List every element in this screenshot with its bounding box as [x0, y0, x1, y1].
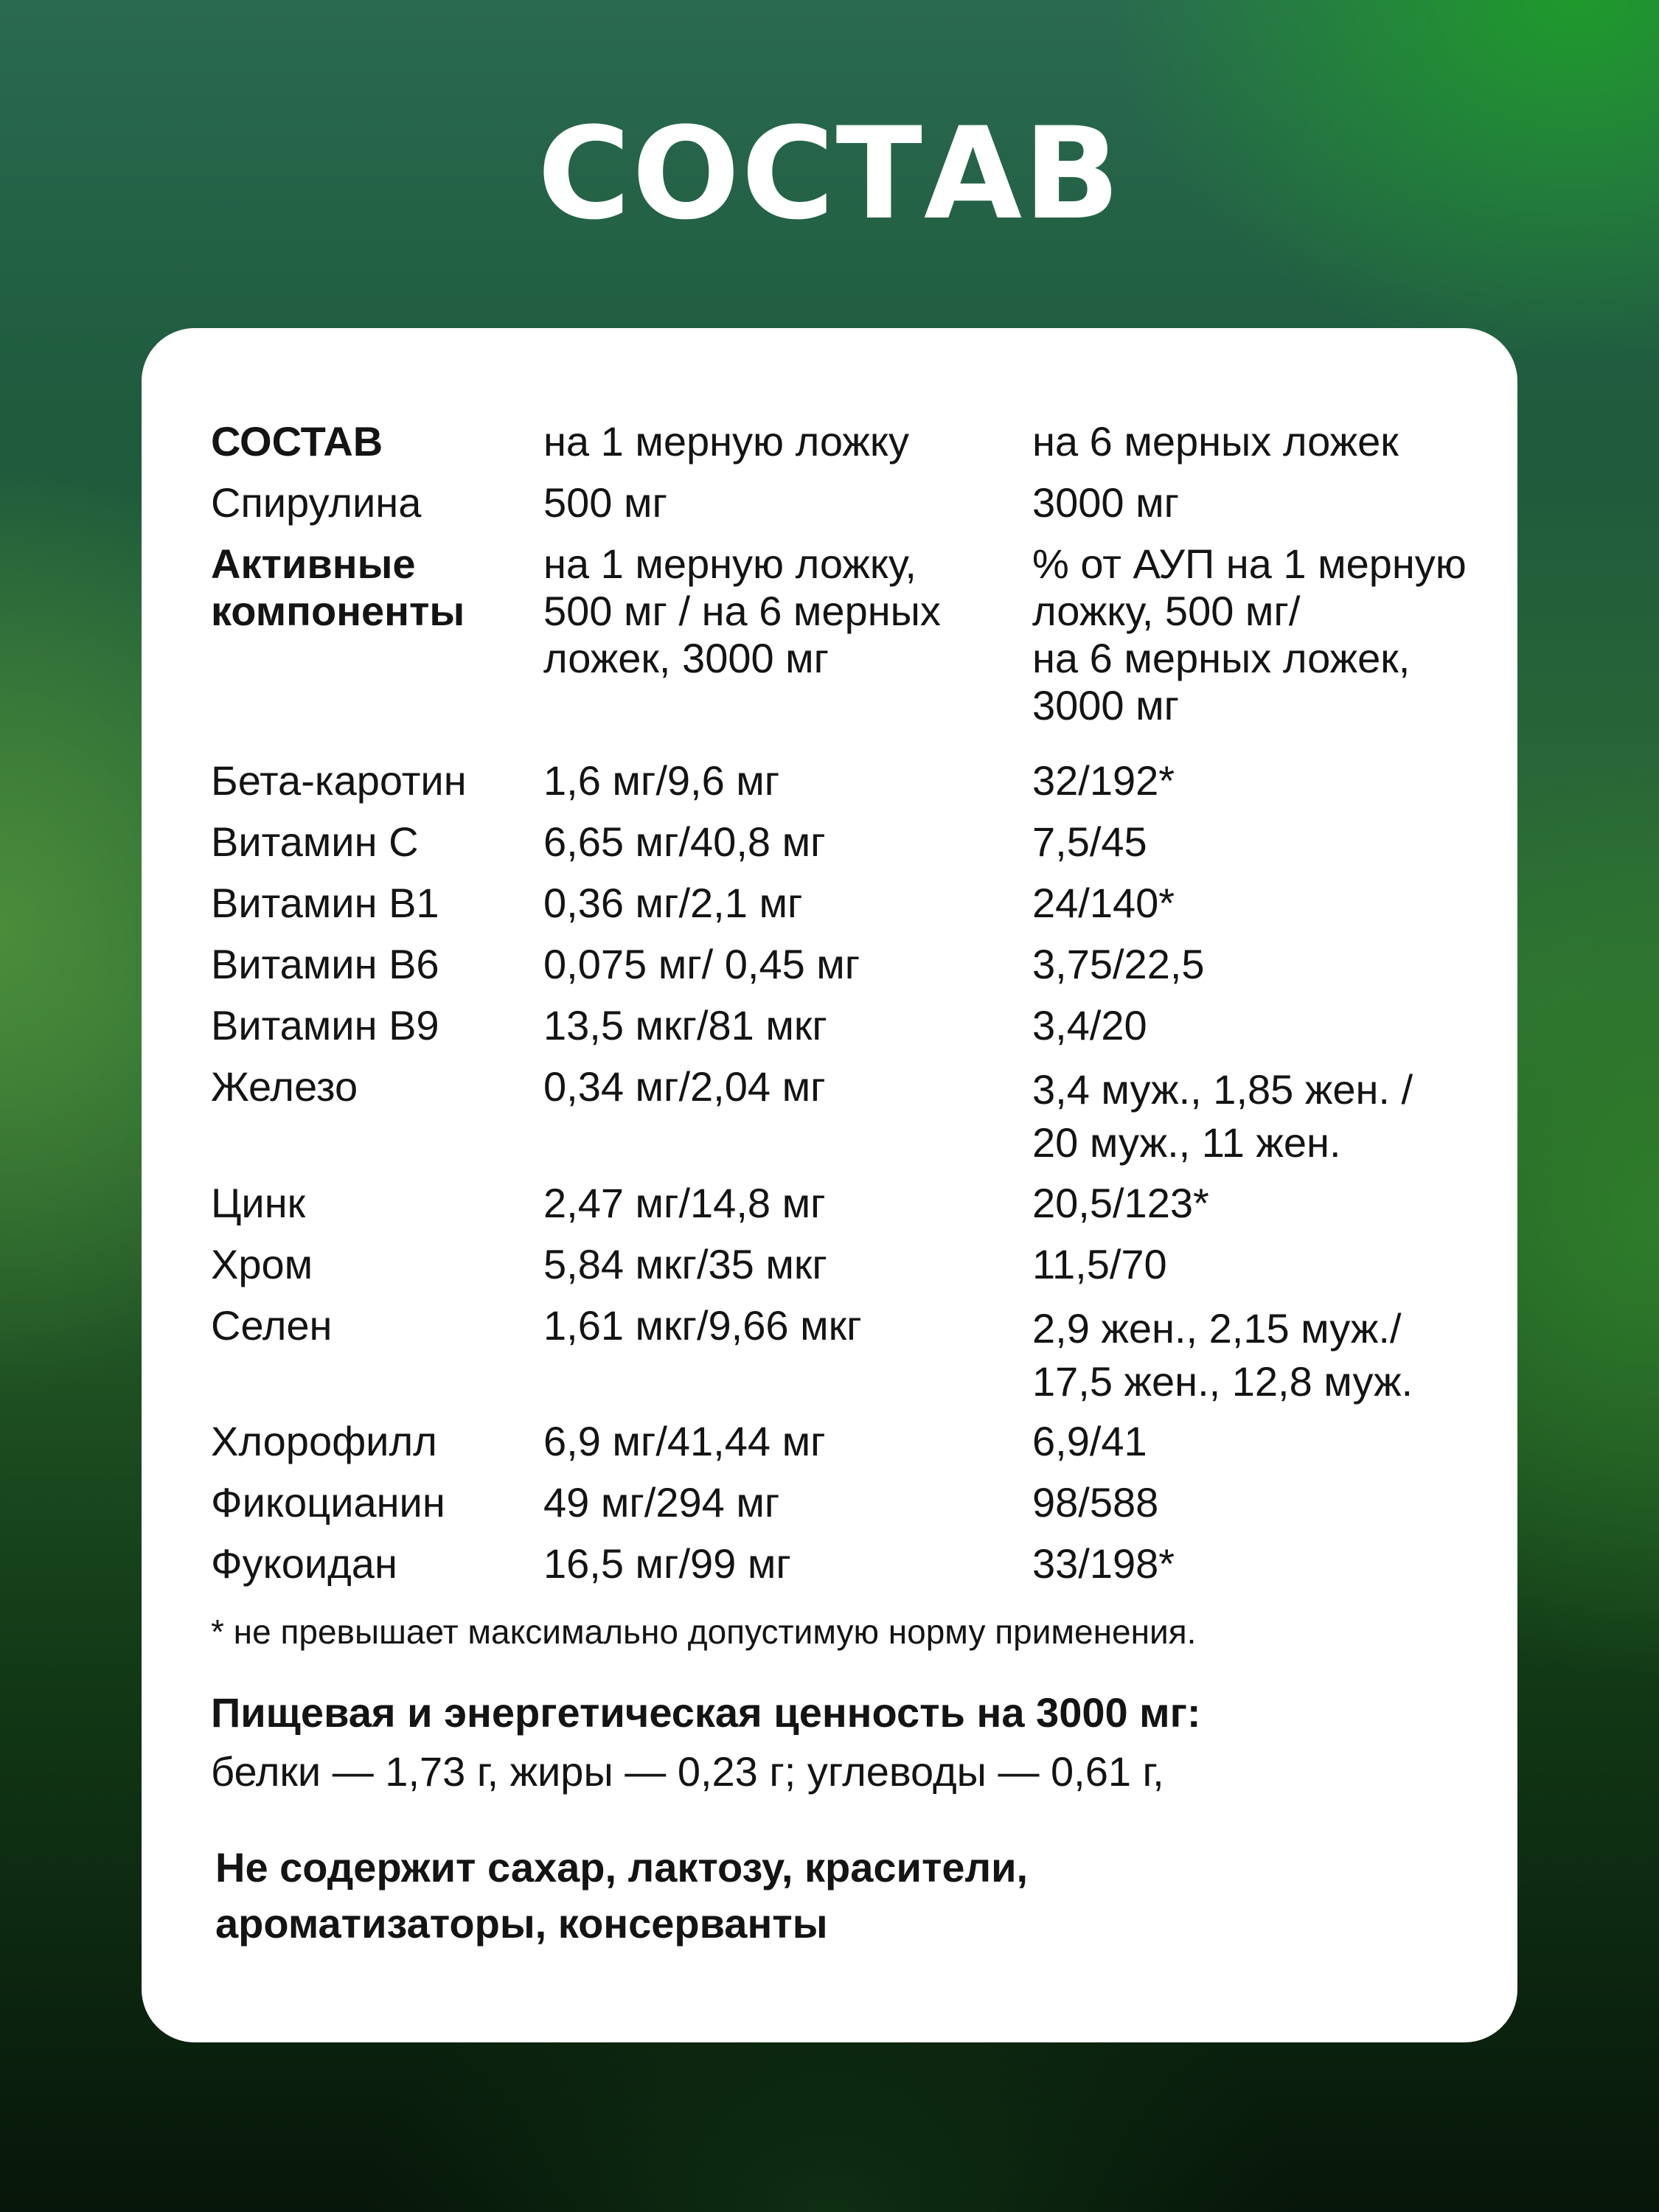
spirulina-per1: 500 мг [543, 479, 667, 526]
component-percent [1032, 1418, 1147, 1465]
component-name: Витамин В6 [211, 941, 439, 987]
active-name [211, 540, 465, 635]
component-percent [1032, 818, 1147, 866]
no-additives-line: ароматизаторы, консерванты [215, 1900, 828, 1947]
active-per1-line: 500 мг / на 6 мерных [543, 588, 941, 634]
active-per6-line: на 6 мерных ложек, [1032, 635, 1411, 681]
component-percent [1032, 1241, 1167, 1288]
component-percent-line: 20 муж., 11 жен. [1032, 1119, 1341, 1166]
component-name: Цинк [211, 1180, 306, 1226]
nutrition-text: белки — 1,73 г, жиры — 0,23 г; углеводы — 0,61 г, [211, 1748, 1164, 1795]
component-amount: 1,6 мг/9,6 мг [543, 757, 780, 804]
component-percent-line: 32/192* [1032, 757, 1175, 804]
active-name-line: Активные [211, 540, 416, 587]
active-per1-line: на 1 мерную ложку, [543, 540, 917, 587]
component-percent [1032, 1063, 1413, 1169]
spirulina-per6: 3000 мг [1032, 479, 1180, 526]
nutrition-heading: Пищевая и энергетическая ценность на 3000 мг: [211, 1689, 1201, 1736]
component-amount: 0,34 мг/2,04 мг [543, 1063, 826, 1110]
active-per6-line: ложку, 500 мг/ [1032, 588, 1301, 634]
header-per1: на 1 мерную ложку [543, 418, 910, 465]
component-percent-line: 17,5 жен., 12,8 муж. [1032, 1358, 1413, 1405]
component-percent-line: 2,9 жен., 2,15 муж./ [1032, 1305, 1402, 1352]
component-name: Фукоидан [211, 1540, 397, 1587]
no-additives-note [215, 1840, 1028, 1952]
component-amount: 1,61 мкг/9,66 мкг [543, 1302, 862, 1349]
header-per6: на 6 мерных ложек [1032, 418, 1399, 465]
component-percent [1032, 1002, 1147, 1049]
component-percent-line: 11,5/70 [1032, 1241, 1167, 1287]
page-title: СОСТАВ [537, 100, 1122, 248]
component-amount: 6,65 мг/40,8 мг [543, 818, 826, 865]
component-name: Хлорофилл [211, 1418, 437, 1464]
component-percent-line: 3,4/20 [1032, 1002, 1147, 1048]
footnote: * не превышает максимально допустимую норму применения. [211, 1613, 1197, 1651]
active-per6 [1032, 540, 1467, 729]
component-percent-line: 3,75/22,5 [1032, 941, 1205, 987]
component-percent [1032, 1180, 1209, 1227]
component-percent [1032, 1540, 1175, 1587]
component-percent [1032, 757, 1175, 804]
nutrition-block [211, 1683, 1201, 1801]
active-per6-line: % от АУП на 1 мерную [1032, 540, 1467, 587]
component-percent-line: 98/588 [1032, 1479, 1159, 1526]
spirulina-name: Спирулина [211, 479, 422, 526]
component-percent-line: 6,9/41 [1032, 1418, 1147, 1464]
component-name: Селен [211, 1302, 333, 1349]
component-amount: 16,5 мг/99 мг [543, 1540, 791, 1587]
component-amount: 6,9 мг/41,44 мг [543, 1418, 826, 1464]
component-amount: 13,5 мкг/81 мкг [543, 1002, 827, 1048]
no-additives-line: Не содержит сахар, лактозу, красители, [215, 1844, 1029, 1891]
active-per1 [543, 540, 941, 682]
component-amount: 49 мг/294 мг [543, 1479, 780, 1526]
component-name: Бета-каротин [211, 757, 467, 804]
component-name: Витамин В9 [211, 1002, 439, 1048]
component-name: Фикоцианин [211, 1479, 445, 1526]
component-percent-line: 33/198* [1032, 1540, 1175, 1587]
component-amount: 0,36 мг/2,1 мг [543, 880, 803, 926]
component-amount: 2,47 мг/14,8 мг [543, 1180, 826, 1226]
active-per1-line: ложек, 3000 мг [543, 635, 830, 681]
component-percent-line: 24/140* [1032, 880, 1175, 926]
composition-card [142, 328, 1517, 2042]
component-name: Витамин В1 [211, 880, 439, 926]
component-percent [1032, 941, 1205, 988]
component-percent [1032, 1479, 1158, 1526]
component-percent-line: 3,4 муж., 1,85 жен. / [1032, 1066, 1413, 1113]
component-name: Железо [211, 1063, 358, 1110]
component-percent [1032, 880, 1175, 927]
component-amount: 5,84 мкг/35 мкг [543, 1241, 827, 1287]
active-name-line: компоненты [211, 588, 465, 634]
component-percent-line: 20,5/123* [1032, 1180, 1209, 1226]
component-percent-line: 7,5/45 [1032, 818, 1147, 865]
component-name: Хром [211, 1241, 313, 1287]
active-per6-line: 3000 мг [1032, 682, 1180, 728]
header-name: СОСТАВ [211, 418, 383, 465]
component-amount: 0,075 мг/ 0,45 мг [543, 941, 860, 987]
component-percent [1032, 1302, 1413, 1408]
component-name: Витамин С [211, 818, 419, 865]
